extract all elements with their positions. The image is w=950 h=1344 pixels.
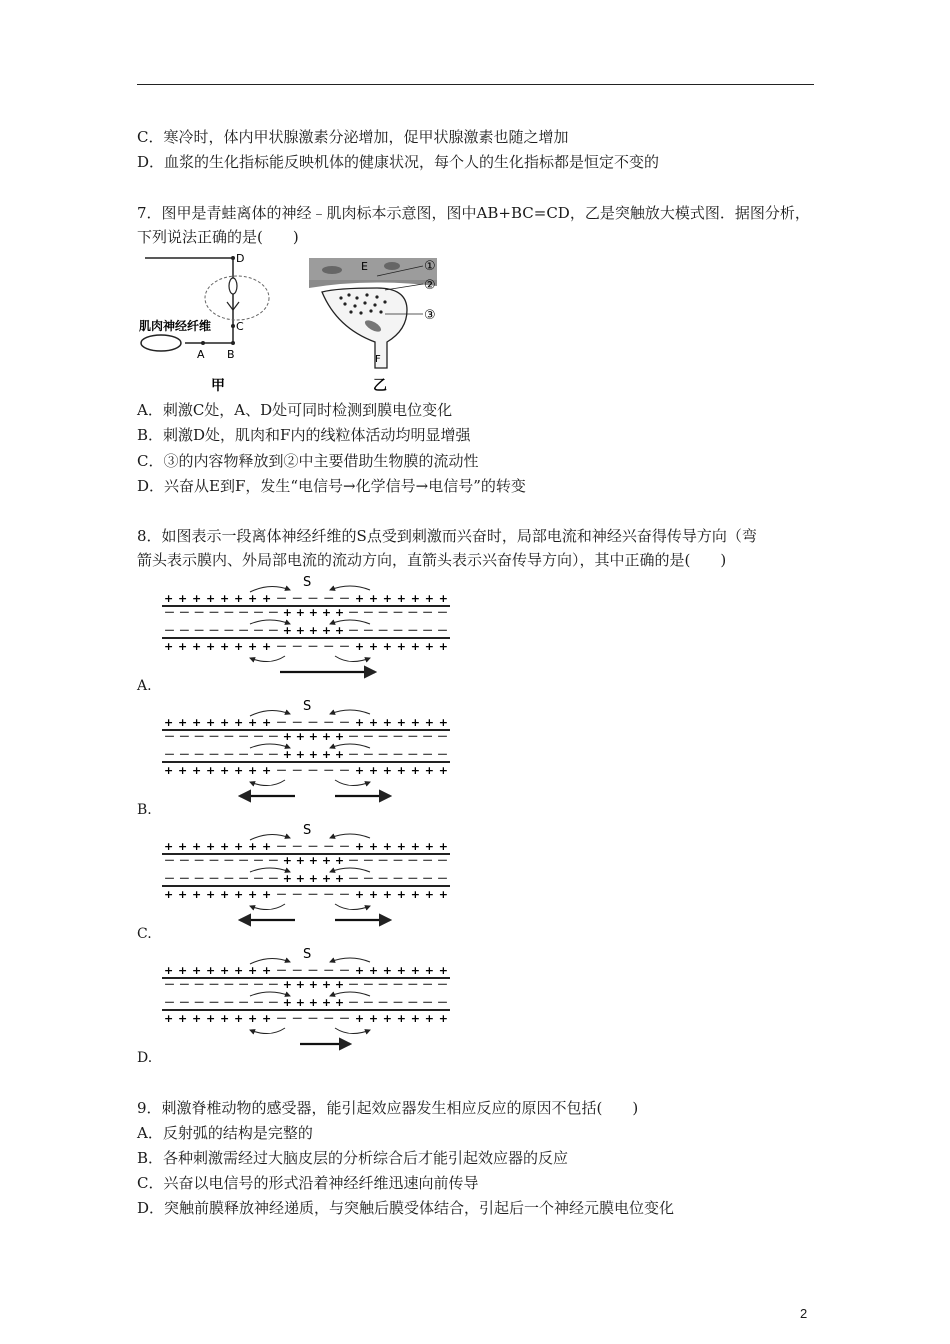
q9-option-b: B．各种刺激需经过大脑皮层的分析综合后才能引起效应器的反应: [137, 1149, 569, 1167]
q9-option-d: D．突触前膜释放神经递质，与突触后膜受体结合，引起后一个神经元膜电位变化: [137, 1199, 675, 1217]
q8-option-diagram: [160, 944, 460, 1052]
q7-option-d: D．兴奋从E到F，发生“电信号→化学信号→电信号”的转变: [137, 477, 526, 495]
current-arrow: [250, 904, 285, 910]
current-arrow: [335, 656, 370, 662]
membrane-charge-row: + + + + + + + + － － － － － + + + + + + +: [164, 840, 448, 853]
s-label: S: [303, 947, 312, 962]
q8-option-diagram: [160, 696, 460, 804]
membrane-charge-row: + + + + + + + + － － － － － + + + + + + +: [164, 592, 448, 605]
membrane-charge-row: － － － － － － － － + + + + + － － － － － － －: [164, 854, 448, 867]
membrane-charge-row: － － － － － － － － + + + + + － － － － － － －: [164, 978, 448, 991]
figure-jia-caption: 甲: [211, 378, 225, 394]
membrane-charge-row: + + + + + + + + － － － － － + + + + + + +: [164, 964, 448, 977]
s-label: S: [303, 823, 312, 838]
figure-yi-caption: 乙: [373, 378, 387, 394]
q8-option-diagram: [160, 820, 460, 928]
membrane-charge-row: － － － － － － － － + + + + + － － － － － － －: [164, 606, 448, 619]
membrane-charge-row: － － － － － － － － + + + + + － － － － － － －: [164, 748, 448, 761]
membrane-charge-row: + + + + + + + + － － － － － + + + + + + +: [164, 1012, 448, 1025]
q7-stem-line2: 下列说法正确的是( ): [137, 228, 299, 246]
current-arrow: [330, 958, 370, 962]
s-label: S: [303, 699, 312, 714]
membrane-charge-row: － － － － － － － － + + + + + － － － － － － －: [164, 872, 448, 885]
current-arrow: [250, 656, 285, 662]
muscle-fiber-label: 肌肉神经纤维: [139, 319, 212, 333]
q8-stem-line2: 箭头表示膜内、外局部电流的流动方向，直箭头表示兴奋传导方向），其中正确的是( ): [137, 551, 727, 569]
q6-option-c: C．寒冷时，体内甲状腺激素分泌增加，促甲状腺激素也随之增加: [137, 128, 569, 146]
current-arrow: [335, 780, 370, 786]
q7-option-a: A．刺激C处，A、D处可同时检测到膜电位变化: [137, 401, 453, 419]
current-arrow: [335, 1028, 370, 1034]
label-e: E: [361, 260, 368, 273]
q7-figure: [137, 250, 447, 400]
current-arrow: [335, 904, 370, 910]
figure-yi-synapse: [309, 258, 437, 394]
point-a-label: A: [197, 348, 205, 361]
point-c-label: C: [236, 320, 244, 333]
q8-option-label: A.: [137, 678, 152, 694]
membrane-charge-row: － － － － － － － － + + + + + － － － － － － －: [164, 730, 448, 743]
q8-option-label: B.: [137, 802, 152, 818]
q9-option-a: A．反射弧的结构是完整的: [137, 1124, 313, 1142]
current-arrow: [330, 710, 370, 714]
header-rule: [137, 84, 814, 85]
membrane-charge-row: － － － － － － － － + + + + + － － － － － － －: [164, 624, 448, 637]
label-circled-2: ②: [424, 278, 436, 293]
q8-stem-line1: 8．如图表示一段离体神经纤维的S点受到刺激而兴奋时，局部电流和神经兴奋得传导方向（弯: [137, 527, 757, 545]
q8-option-label: D.: [137, 1050, 153, 1066]
q7-option-c: C．③的内容物释放到②中主要借助生物膜的流动性: [137, 452, 479, 470]
q7-option-b: B．刺激D处，肌肉和F内的线粒体活动均明显增强: [137, 426, 471, 444]
current-arrow: [250, 780, 285, 786]
q7-stem-line1: 7．图甲是青蛙离体的神经﹣肌肉标本示意图，图中AB+BC=CD，乙是突触放大模式图．据图分析，: [137, 204, 810, 222]
q6-option-d: D．血浆的生化指标能反映机体的健康状况，每个人的生化指标都是恒定不变的: [137, 153, 660, 171]
current-arrow: [330, 834, 370, 838]
current-arrow: [250, 1028, 285, 1034]
s-label: S: [303, 575, 312, 590]
membrane-charge-row: － － － － － － － － + + + + + － － － － － － －: [164, 996, 448, 1009]
q9-option-c: C．兴奋以电信号的形式沿着神经纤维迅速向前传导: [137, 1174, 479, 1192]
current-arrow: [330, 586, 370, 590]
membrane-charge-row: + + + + + + + + － － － － － + + + + + + +: [164, 640, 448, 653]
q8-option-label: C.: [137, 926, 152, 942]
label-circled-1: ①: [424, 259, 436, 274]
membrane-charge-row: + + + + + + + + － － － － － + + + + + + +: [164, 764, 448, 777]
point-b-label: B: [227, 348, 235, 361]
figure-jia-nerve-muscle: [139, 252, 269, 394]
q8-option-diagram: [160, 572, 460, 680]
membrane-charge-row: + + + + + + + + － － － － － + + + + + + +: [164, 716, 448, 729]
page-number: 2: [800, 1306, 808, 1321]
membrane-charge-row: + + + + + + + + － － － － － + + + + + + +: [164, 888, 448, 901]
point-d-label: D: [236, 252, 245, 265]
label-f: F: [375, 354, 381, 365]
label-circled-3: ③: [424, 308, 436, 323]
q9-stem: 9．刺激脊椎动物的感受器，能引起效应器发生相应反应的原因不包括( ): [137, 1099, 639, 1117]
